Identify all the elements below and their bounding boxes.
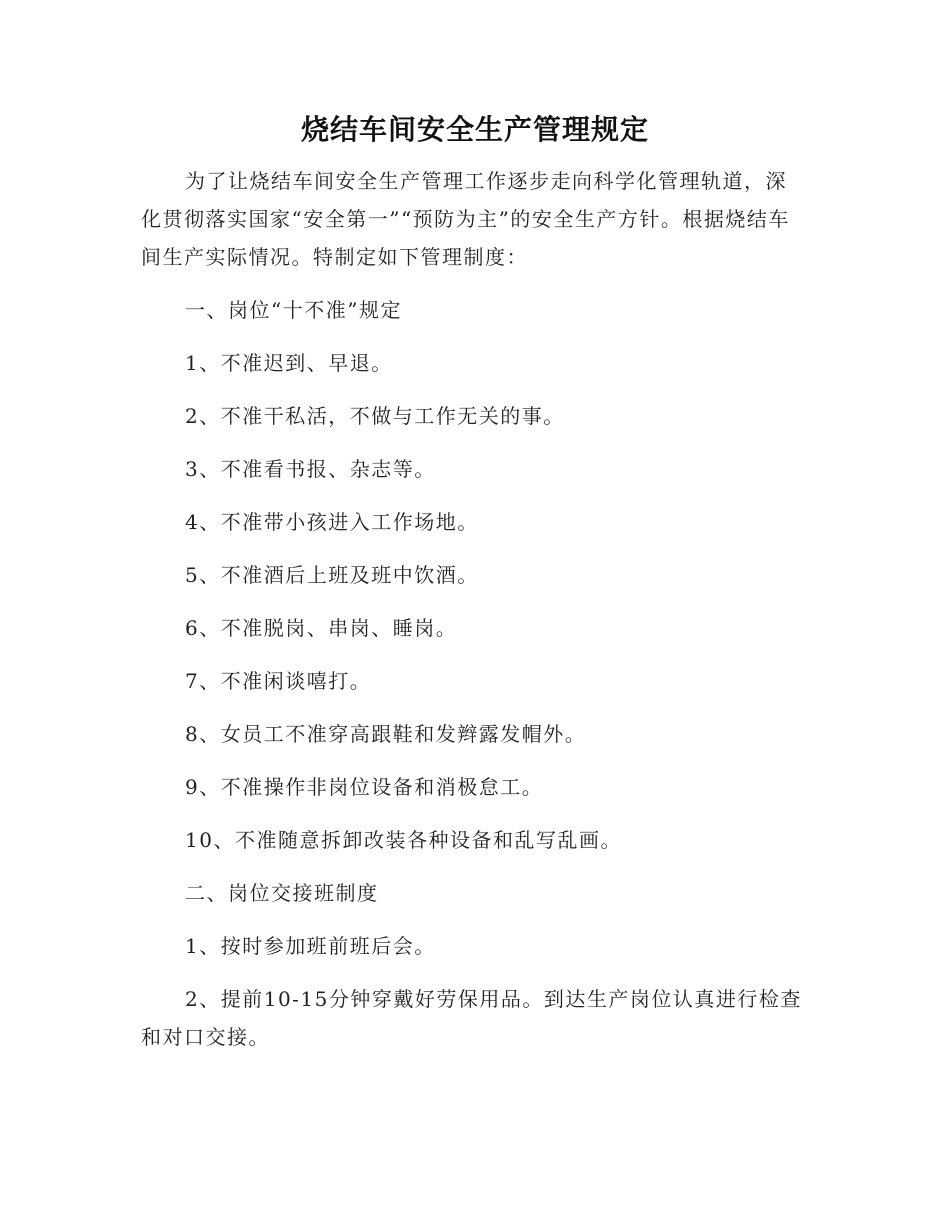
section-heading-two: 二、岗位交接班制度 [185,881,379,905]
shift-rule-item: 2、提前10-15分钟穿戴好劳保用品。到达生产岗位认真进行检查和对口交接。 [141,987,802,1049]
rule-item: 6、不准脱岗、串岗、睡岗。 [185,616,458,640]
intro-paragraph: 为了让烧结车间安全生产管理工作逐步走向科学化管理轨道，深化贯彻落实国家“安全第一”“预防为主”的安全生产方针。根据烧结车间生产实际情况。特制定如下管理制度： [141,169,790,269]
rule-item: 7、不准闲谈嘻打。 [185,669,372,693]
section-heading-one: 一、岗位“十不准”规定 [185,298,402,322]
rule-item: 9、不准操作非岗位设备和消极怠工。 [185,775,544,799]
rule-item: 2、不准干私活，不做与工作无关的事。 [185,404,565,428]
rule-item: 4、不准带小孩进入工作场地。 [185,510,479,534]
rule-item: 1、不准迟到、早退。 [185,351,393,375]
rule-item: 8、女员工不准穿高跟鞋和发辫露发帽外。 [185,722,587,746]
document-title: 烧结车间安全生产管理规定 [300,113,649,146]
shift-rule-item: 1、按时参加班前班后会。 [185,934,436,958]
rule-item: 10、不准随意拆卸改装各种设备和乱写乱画。 [185,828,622,852]
rule-item: 3、不准看书报、杂志等。 [185,457,436,481]
rule-item: 5、不准酒后上班及班中饮酒。 [185,563,479,587]
document-body [141,162,805,1071]
